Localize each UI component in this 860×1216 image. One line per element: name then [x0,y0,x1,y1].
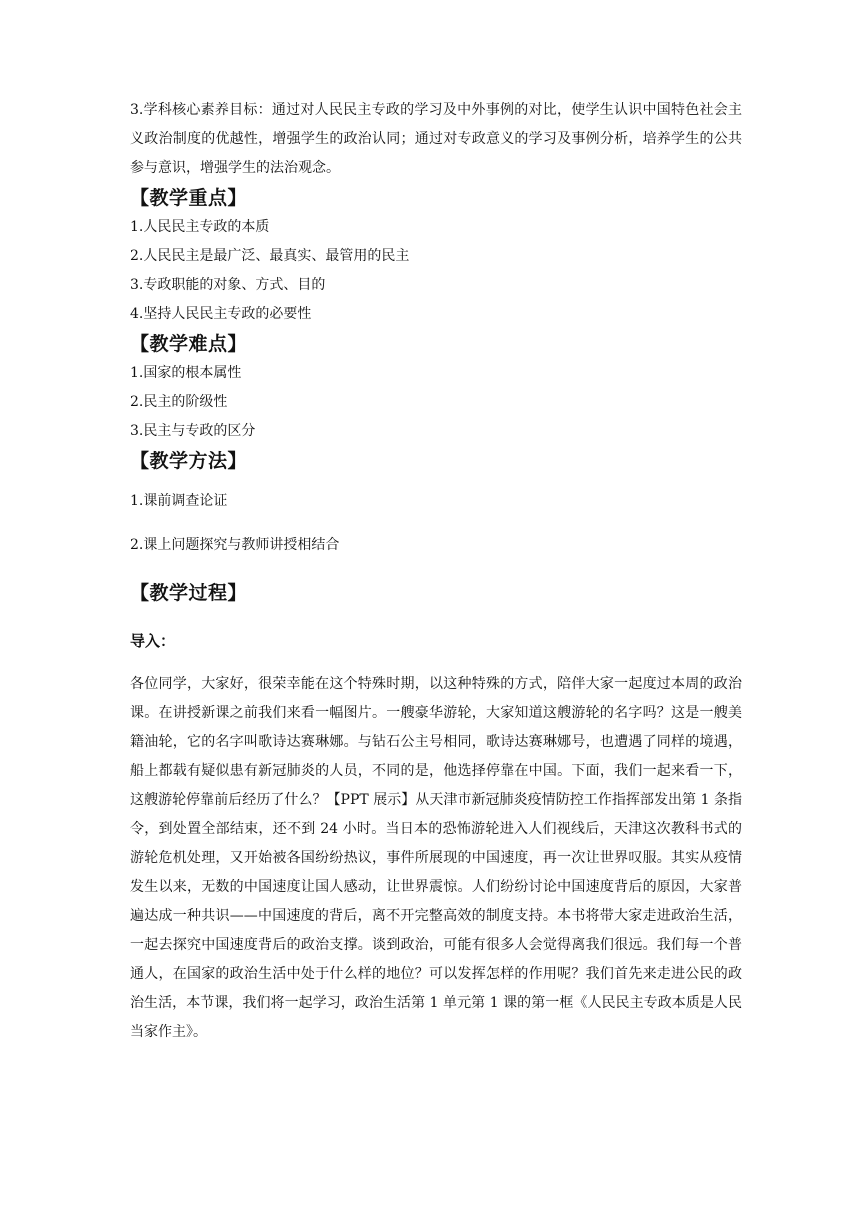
difficult-points-heading: 【教学难点】 [130,333,248,355]
key-points-section [130,183,742,329]
difficult-points-section [130,329,742,446]
list-item: 1.人民民主专政的本质 [130,219,270,235]
list-item: 3.民主与专政的区分 [130,423,256,439]
objective-paragraph: 3.学科核心素养目标：通过对人民民主专政的学习及中外事例的对比，使学生认识中国特色社会主义政治制度的优越性，增强学生的政治认同；通过对专政意义的学习及事例分析，培养学生的公共参与意识，增强学生的法治观念。 [130,102,742,176]
list-item: 2.课上问题探究与教师讲授相结合 [130,537,340,553]
list-item: 2.民主的阶级性 [130,394,228,410]
intro-paragraph: 各位同学，大家好，很荣幸能在这个特殊时期，以这种特殊的方式，陪伴大家一起度过本周的政治课。在讲授新课之前我们来看一幅图片。一艘豪华游轮，大家知道这艘游轮的名字吗？这是一艘美籍油轮，它的名字叫歌诗达赛琳娜。与钻石公主号相同，歌诗达赛琳娜号，也遭遇了同样的境遇，船上都载有疑似患有新冠肺炎的人员，不同的是，他选择停靠在中国。下面，我们一起来看一下，这艘游轮停靠前后经历了什么？【PPT 展示】从天津市新冠肺炎疫情防控工作指挥部发出第 1 条指令，到处置全部结束，还不到 24 小时。当日本的恐怖游轮进入人们视线后，天津这次教科书式的游轮危机处理，又开始被各国纷纷热议，事件所展现的中国速度，再一次让世界叹服。其实从疫情发生以来，无数的中国速度让国人感动，让世界震惊。人们纷纷讨论中国速度背后的原因，大家普遍达成一种共识——中国速度的背后，离不开完整高效的制度支持。本书将带大家走进政治生活，一起去探究中国速度背后的政治支撑。谈到政治，可能有很多人会觉得离我们很远。我们每一个普通人，在国家的政治生活中处于什么样的地位？可以发挥怎样的作用呢？我们首先来走进公民的政治生活，本节课，我们将一起学习，政治生活第 1 单元第 1 课的第一框《人民民主专政本质是人民当家作主》。 [130,676,742,1040]
list-item: 3.专政职能的对象、方式、目的 [130,277,326,293]
intro-label: 导入： [130,632,176,650]
list-item: 1.课前调查论证 [130,493,228,509]
key-points-heading: 【教学重点】 [130,187,248,209]
process-section [130,578,742,1047]
methods-heading: 【教学方法】 [130,450,248,472]
list-item: 2.人民民主是最广泛、最真实、最管用的民主 [130,248,410,264]
methods-section [130,446,742,556]
list-item: 1.国家的根本属性 [130,365,242,381]
process-heading: 【教学过程】 [130,582,248,604]
list-item: 4.坚持人民民主专政的必要性 [130,306,312,322]
document-page [130,96,742,1047]
